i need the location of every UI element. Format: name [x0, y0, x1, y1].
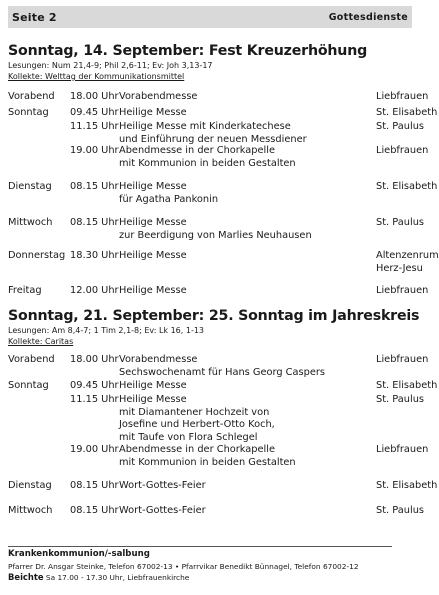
service-entry [70, 394, 425, 444]
service-entry [70, 107, 438, 120]
service-description: für Agatha Pankonin [119, 193, 219, 205]
location-line: Liebfrauen [376, 285, 429, 296]
service-time: 08.15 Uhr [70, 505, 119, 516]
church-location [376, 121, 424, 134]
service-entry [70, 505, 425, 518]
church-location [376, 444, 428, 457]
church-location [376, 394, 424, 407]
confession-line [8, 572, 412, 584]
location-line: St. Elisabeth [376, 480, 438, 491]
church-location [376, 480, 437, 493]
service-time: 08.15 Uhr [70, 480, 119, 491]
weekday: Dienstag [8, 480, 52, 491]
service-entry [70, 145, 429, 170]
contact-line: Pfarrer Dr. Ansgar Steinke, Telefon 67002-13 • Pfarrvikar Benedikt Bünnagel, Telefon 67002-12 [8, 561, 359, 571]
footer-title: Krankenkommunion/-salbung [8, 549, 150, 559]
location-line: St. Elisabeth [376, 380, 438, 391]
weekday: Mittwoch [8, 505, 53, 516]
service-time: 08.15 Uhr [70, 181, 119, 192]
service-description: zur Beerdigung von Marlies Neuhausen [119, 229, 312, 241]
service-description: Heilige Messe [119, 181, 187, 192]
service-entry [70, 285, 429, 298]
service-time: 11.15 Uhr [70, 394, 119, 405]
service-description: Josefine und Herbert-Otto Koch, [119, 419, 275, 430]
service-description: mit Kommunion in beiden Gestalten [119, 456, 296, 468]
service-entry [70, 121, 425, 146]
location-line: St. Paulus [376, 394, 425, 405]
readings: Lesungen: Num 21,4-9; Phil 2,6-11; Ev: Joh 3,13-17 [8, 61, 213, 70]
service-time: 18.00 Uhr [70, 91, 119, 102]
weekday: Vorabend [8, 91, 55, 102]
service-description: und Einführung der neuen Messdiener [119, 133, 307, 145]
sunday-title: Sonntag, 21. September: 25. Sonntag im Jahreskreis [8, 308, 420, 324]
service-description: Vorabendmesse [119, 91, 198, 102]
weekday: Mittwoch [8, 217, 53, 228]
location-line: St. Paulus [376, 505, 425, 516]
church-location [376, 505, 424, 518]
location-line: Herz-Jesu [376, 262, 423, 274]
service-description: Abendmesse in der Chorkapelle [119, 145, 276, 156]
service-entry [70, 380, 438, 393]
footer-divider [8, 546, 392, 547]
collection: Kollekte: Caritas [8, 337, 74, 346]
location-line: Liebfrauen [376, 91, 429, 102]
location-line: Altenzenrum [376, 250, 439, 261]
service-entry [70, 250, 439, 274]
service-description: Heilige Messe [119, 250, 187, 261]
location-line: St. Elisabeth [376, 107, 438, 118]
church-location [376, 181, 437, 194]
service-description: Sechswochenamt für Hans Georg Caspers [119, 366, 326, 378]
service-time: 19.00 Uhr [70, 444, 119, 455]
service-description: Heilige Messe [119, 285, 187, 296]
location-line: St. Paulus [376, 217, 425, 228]
church-location [376, 250, 439, 275]
page-header [8, 6, 412, 28]
service-entry [70, 181, 438, 206]
service-description: Heilige Messe mit Kinderkatechese [119, 121, 291, 132]
weekday: Freitag [8, 285, 42, 296]
weekday: Sonntag [8, 107, 49, 118]
service-description: mit Kommunion in beiden Gestalten [119, 157, 296, 169]
church-location [376, 145, 428, 158]
service-entry [70, 480, 438, 493]
confession-time: Sa 17.00 - 17.30 Uhr, Liebfrauenkirche [45, 573, 190, 582]
service-time: 09.45 Uhr [70, 380, 119, 391]
service-entry [70, 217, 425, 242]
weekday: Sonntag [8, 380, 49, 391]
sunday-heading-1 [8, 42, 412, 82]
weekday: Dienstag [8, 181, 52, 192]
service-description: Heilige Messe [119, 394, 187, 405]
weekday: Vorabend [8, 354, 55, 365]
readings: Lesungen: Am 8,4-7; 1 Tim 2,1-8; Ev: Lk 16, 1-13 [8, 326, 205, 335]
location-line: Liebfrauen [376, 444, 429, 455]
service-description: Wort-Gottes-Feier [119, 480, 206, 491]
service-time: 09.45 Uhr [70, 107, 119, 118]
service-time: 18.00 Uhr [70, 354, 119, 365]
location-line: Liebfrauen [376, 145, 429, 156]
church-location [376, 107, 437, 120]
confession-label: Beichte [8, 572, 44, 582]
location-line: Liebfrauen [376, 354, 429, 365]
service-description: Heilige Messe [119, 107, 187, 118]
church-location [376, 91, 428, 104]
service-description: Heilige Messe [119, 380, 187, 391]
collection: Kollekte: Welttag der Kommunikationsmittel [8, 72, 185, 81]
service-time: 18.30 Uhr [70, 250, 119, 261]
location-line: St. Paulus [376, 121, 425, 132]
church-location [376, 380, 437, 393]
service-description: Wort-Gottes-Feier [119, 505, 206, 516]
service-time: 19.00 Uhr [70, 145, 119, 156]
church-location [376, 285, 428, 298]
service-entry [70, 91, 429, 104]
service-description: Heilige Messe [119, 217, 187, 228]
service-description: mit Diamantener Hochzeit von [119, 406, 270, 418]
footer [8, 549, 412, 584]
service-description: Vorabendmesse [119, 354, 198, 365]
service-description: mit Taufe von Flora Schlegel [119, 431, 258, 443]
service-time: 11.15 Uhr [70, 121, 119, 132]
sunday-title: Sonntag, 14. September: Fest Kreuzerhöhung [8, 43, 368, 59]
service-time: 08.15 Uhr [70, 217, 119, 228]
church-location [376, 354, 428, 367]
service-entry [70, 444, 429, 469]
service-description: Abendmesse in der Chorkapelle [119, 444, 276, 455]
service-time: 12.00 Uhr [70, 285, 119, 296]
service-entry [70, 354, 429, 379]
location-line: St. Elisabeth [376, 181, 438, 192]
section-title: Gottesdienste [328, 11, 408, 23]
sunday-heading-2 [8, 307, 420, 347]
page-number: Seite 2 [12, 10, 57, 24]
church-location [376, 217, 424, 230]
weekday: Donnerstag [8, 250, 66, 261]
